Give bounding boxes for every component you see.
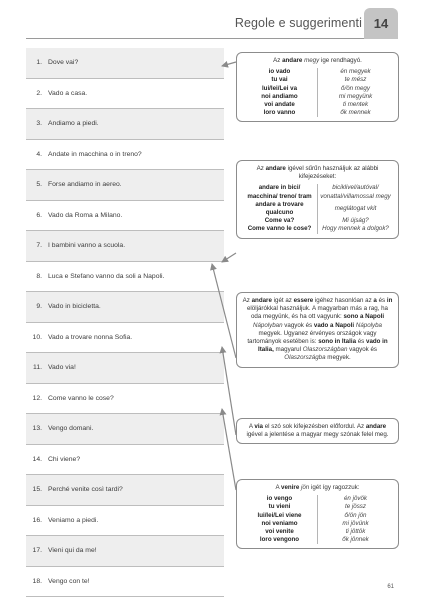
table-row [242,201,393,217]
hungarian-translation: te mész [344,76,367,84]
italian-form: loro vengono [242,536,318,544]
table-row [242,503,393,511]
list-item [26,79,224,110]
italian-form: io vengo [242,495,318,503]
chapter-tab: 14 [364,8,398,39]
sentence-text: Dove vai? [48,59,79,67]
italian-form: voi andate [242,101,318,109]
box-paragraph: Az andare igét az essere igéhez hasonlóan az a és in elöljárókkal használjuk. A magyarban más a rag, ha oda megyünk, és ha ott vagyunk: sono a Napoli Nápolyban vagyok és vado a Napoli Nápolyba megyek. Ugyanez érvényes országok vagy tartományok esetében is: sono in Italia és vado in Italia, magyarul Olaszországban vagyok és Olaszországba megyek. [242,297,393,362]
hungarian-translation: én jövök [343,495,368,503]
table-row [242,93,393,101]
hungarian-translation: meglátogat vkit [334,204,377,212]
list-item [26,414,224,445]
list-item [26,384,224,415]
list-item [26,536,224,567]
hungarian-translation: ő/ön jön [344,511,367,519]
sentence-number: 5. [36,181,42,189]
rule-box-expressions [236,160,399,239]
sentence-text: Perché venite così tardi? [48,486,123,494]
conjugation-table-venire [242,495,393,544]
sentence-number: 18. [32,577,42,585]
italian-form: andare a trovare qualcuno [242,201,318,217]
sentence-text: Vado in bicicletta. [48,303,101,311]
table-row [242,184,393,200]
sentence-text: Veniamo a piedi. [48,516,99,524]
header-rule [26,38,368,39]
hungarian-translation: te jössz [345,503,366,511]
italian-form: io vado [242,68,318,76]
hungarian-translation: Mi újság? [342,217,369,225]
rule-box-venire [236,479,399,549]
sentence-number: 4. [36,150,42,158]
hungarian-translation: ők jönnek [342,536,369,544]
italian-form: voi venite [242,528,318,536]
rule-box-andare [236,52,399,122]
list-item [26,262,224,293]
table-row [242,101,393,109]
table-row [242,528,393,536]
table-row [242,68,393,76]
sentence-text: Vado da Roma a Milano. [48,211,123,219]
list-item [26,506,224,537]
sentence-number: 8. [36,272,42,280]
sentence-number: 15. [32,486,42,494]
sentence-text: Vieni qui da me! [48,547,97,555]
table-row [242,512,393,520]
italian-form: andare in bici/ macchina/ treno/ tram [242,184,318,200]
sentence-number: 11. [33,364,42,372]
sentence-text: Andiamo a piedi. [48,120,99,128]
sentence-text: Andate in macchina o in treno? [48,150,142,158]
table-row [242,536,393,544]
box-intro: Az andare igével sűrűn használjuk az alábbi kifejezéseket: [256,165,379,181]
list-item [26,170,224,201]
sentence-number: 12. [32,394,42,402]
list-item [26,475,224,506]
sentence-number: 14. [32,455,42,463]
box-paragraph: A via el szó sok kifejezésben előfordul. Az andare igével a jelentése a magyar megy szónak felel meg. [246,423,389,439]
italian-form: loro vanno [242,109,318,117]
sentence-text: Come vanno le cose? [48,394,114,402]
hungarian-translation: Hogy mennek a dolgok? [322,225,389,233]
italian-form: Come vanno le cose? [242,225,318,233]
list-item [26,201,224,232]
sentence-text: Luca e Stefano vanno da soli a Napoli. [48,272,165,280]
hungarian-translation: ők mennek [340,109,371,117]
table-row [242,76,393,84]
list-item [26,48,224,79]
list-item [26,567,224,598]
sentence-text: Forse andiamo in aereo. [48,181,122,189]
box-intro: A venire jön igét így ragozzuk: [275,484,360,491]
italian-form: lui/lei/Lei viene [242,512,318,520]
page-number: 61 [387,584,394,590]
table-row [242,225,393,233]
page-header [0,14,424,38]
page-title: Regole e suggerimenti [234,16,362,30]
list-item [26,231,224,262]
sentence-text: Vengo domani. [48,425,94,433]
hungarian-translation: ő/ön megy [341,84,370,92]
hungarian-translation: ti mentek [342,100,369,108]
expression-table [242,184,393,233]
rule-box-prepositions [236,292,399,368]
list-item [26,140,224,171]
sentence-number: 3. [36,120,42,128]
sentence-number: 13. [32,425,42,433]
sentence-text: Vado a trovare nonna Sofia. [48,333,133,341]
sentence-number: 2. [36,89,42,97]
arrow-box5 [222,409,236,490]
table-row [242,217,393,225]
hungarian-translation: biciklivel/autóval/ vonattal/villamossal megy [320,184,391,200]
sentence-number: 16. [32,516,42,524]
list-item [26,353,224,384]
list-item [26,323,224,354]
sentence-text: Vado via! [48,364,76,372]
table-row [242,520,393,528]
hungarian-translation: ti jöttök [345,527,366,535]
rule-box-via [236,418,399,444]
arrow-box4 [222,347,236,435]
list-item [26,109,224,140]
hungarian-translation: én megyek [340,68,371,76]
hungarian-translation: mi jövünk [342,519,369,527]
sentence-number: 6. [36,211,42,219]
sentence-number: 7. [36,242,42,250]
table-row [242,495,393,503]
table-row [242,85,393,93]
box-intro: Az andare megy ige rendhagyó. [273,57,362,64]
sentence-number: 9. [36,303,42,311]
sentence-list [26,48,224,597]
sentence-text: Chi viene? [48,455,81,463]
sentence-number: 10. [32,333,42,341]
italian-form: Come va? [242,217,318,225]
italian-form: tu vai [242,76,318,84]
list-item [26,445,224,476]
sentence-number: 17. [32,547,42,555]
sentence-text: Vengo con te! [48,577,90,585]
hungarian-translation: mi megyünk [338,92,373,100]
list-item [26,292,224,323]
italian-form: noi veniamo [242,520,318,528]
conjugation-table-andare [242,68,393,117]
italian-form: lui/lei/Lei va [242,85,318,93]
arrow-box1 [222,62,236,66]
table-row [242,109,393,117]
sentence-text: Vado a casa. [48,89,88,97]
italian-form: noi andiamo [242,93,318,101]
arrow-box2 [222,253,236,262]
sentence-text: I bambini vanno a scuola. [48,242,126,250]
sentence-number: 1. [36,59,42,67]
italian-form: tu vieni [242,503,318,511]
